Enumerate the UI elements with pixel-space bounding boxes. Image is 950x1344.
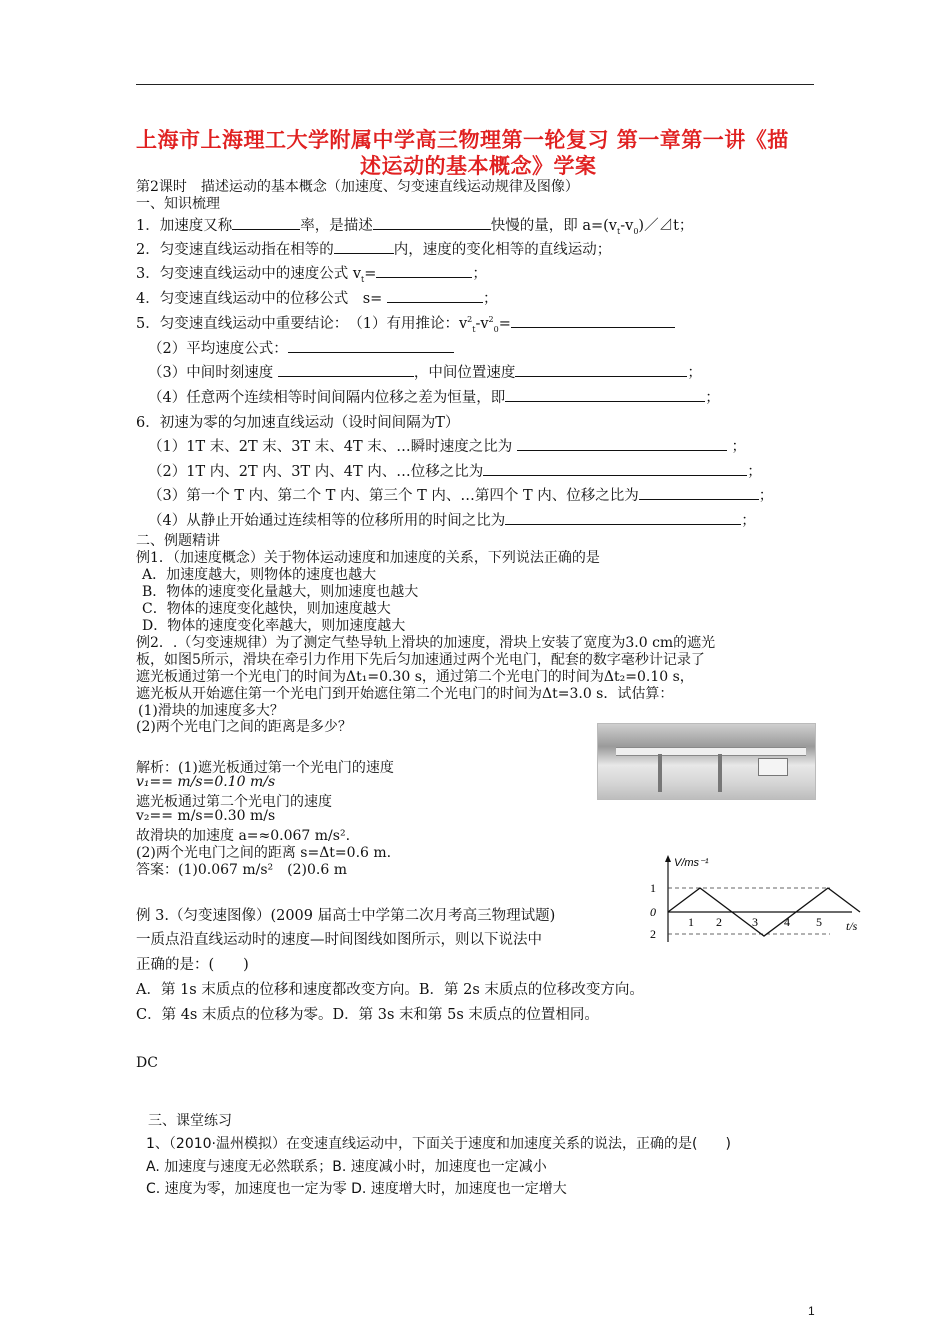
knowledge-6-3: （3）第一个 T 内、第二个 T 内、第三个 T 内、…第四个 T 内、位移之比为 ； <box>148 484 773 505</box>
example-2-line-1: 例2．.（匀变速规律）为了测定气垫导轨上滑块的加速度，滑块上安装了宽度为3.0 cm的遮光 <box>136 635 716 651</box>
k6-4-text: （4）从静止开始通过连续相等的位移所用的时间之比为 <box>148 513 506 529</box>
track-leg <box>718 754 722 792</box>
example-1-option-b: B．物体的速度变化量越大，则加速度也越大 <box>142 584 419 600</box>
example-1-option-d: D．物体的速度变化率越大，则加速度越大 <box>142 618 406 634</box>
timer-device <box>758 758 788 776</box>
k1-text-b: 率，是描述 <box>300 218 373 234</box>
blank <box>334 238 394 254</box>
section-3-heading: 三、课堂练习 <box>148 1113 232 1129</box>
blank <box>483 460 747 476</box>
k3-semicolon: ； <box>472 266 487 282</box>
knowledge-6-2: （2）1T 内、2T 内、3T 内、4T 内、…位移之比为 ； <box>148 460 762 481</box>
blank <box>505 386 705 402</box>
k5-text-c: = <box>498 316 511 332</box>
blank <box>288 337 454 353</box>
example-3-options-ab: A．第 1s 末质点的位移和速度都改变方向。B．第 2s 末质点的位移改变方向。 <box>136 982 644 998</box>
example-3-line-3: 正确的是：( ) <box>136 957 249 973</box>
section-2-heading: 二、例题精讲 <box>136 533 220 549</box>
example-3-line-2: 一质点沿直线运动时的速度—时间图线如图所示，则以下说法中 <box>136 932 542 948</box>
k3-text: 3．匀变速直线运动中的速度公式 v <box>136 266 362 282</box>
velocity-time-graph <box>640 852 870 948</box>
k6-3-text: （3）第一个 T 内、第二个 T 内、第三个 T 内、…第四个 T 内、位移之比为 <box>148 488 639 504</box>
k5-text-b: -v <box>475 316 489 332</box>
y-tick-2: 2 <box>650 927 656 941</box>
knowledge-6: 6．初速为零的匀加速直线运动（设时间间隔为T） <box>136 415 460 431</box>
knowledge-1: 1．加速度又称 率，是描述 快慢的量，即 $a=(v_t-v_0)/⊿t$； <box>136 214 693 236</box>
knowledge-2 <box>136 238 611 259</box>
example-3-answer: DC <box>136 1055 158 1071</box>
air-track-photo <box>597 723 816 800</box>
k1-text-a: 1．加速度又称 <box>136 218 233 234</box>
x-tick-1: 1 <box>688 915 694 929</box>
practice-1: 1、（2010·温州模拟）在变速直线运动中，下面关于速度和加速度关系的说法，正确的是( ) <box>146 1136 731 1152</box>
knowledge-5-2 <box>148 337 454 358</box>
solution-6: (2)两个光电门之间的距离 s=Δt=0.6 m. <box>136 845 392 861</box>
lesson-heading: 第2课时 描述运动的基本概念（加速度、匀变速直线运动规律及图像） <box>136 179 579 195</box>
knowledge-3: 3．匀变速直线运动中的速度公式 $v_t=$ ； <box>136 262 487 284</box>
k1-text-e: )／⊿t； <box>638 218 694 234</box>
blank <box>517 435 727 451</box>
k3-text-b: = <box>364 266 377 282</box>
solution-1: 解析：(1)遮光板通过第一个光电门的速度 <box>136 760 394 776</box>
x-tick-3: 3 <box>752 915 758 929</box>
y-axis-label: V/ms⁻¹ <box>674 857 709 869</box>
blank <box>515 361 687 377</box>
example-2-question-2: (2)两个光电门之间的距离是多少？ <box>136 719 352 735</box>
k1-text-c: 快慢的量，即 a=(v <box>490 218 617 234</box>
x-tick-4: 4 <box>784 915 790 929</box>
example-2-question-1: (1)滑块的加速度多大？ <box>138 703 284 719</box>
k5-2-text: （2）平均速度公式： <box>148 341 288 357</box>
example-2-line-4: 遮光板从开始遮住第一个光电门到开始遮住第二个光电门的时间为Δt=3.0 s．试估算： <box>136 686 674 702</box>
k1-text-d: -v <box>620 218 634 234</box>
solution-5: 故滑块的加速度 a=≈0.067 m/s². <box>136 828 351 844</box>
k5-3-text-b: ，中间位置速度 <box>413 365 516 381</box>
blank <box>373 214 491 230</box>
k6-2-text: （2）1T 内、2T 内、3T 内、4T 内、…位移之比为 <box>148 464 484 480</box>
k5-text: 5．匀变速直线运动中重要结论： （1）有用推论：v <box>136 316 468 332</box>
knowledge-4 <box>136 287 497 308</box>
example-1: 例1．（加速度概念）关于物体运动速度和加速度的关系，下列说法正确的是 <box>136 550 600 566</box>
y-axis-arrow <box>665 855 671 862</box>
solution-2: v₁== m/s=0.10 m/s <box>136 774 276 790</box>
k4-semicolon: ； <box>482 291 498 307</box>
practice-1-options-ab: A. 加速度与速度无必然联系；B. 速度减小时，加速度也一定减小 <box>146 1159 547 1175</box>
example-2-line-3: 遮光板通过第一个光电门的时间为Δt₁=0.30 s，通过第二个光电门的时间为Δt₂=0.10 s， <box>136 669 694 685</box>
x-tick-2: 2 <box>716 915 722 929</box>
k5-4-text: （4）任意两个连续相等时间间隔内位移之差为恒量，即 <box>148 390 506 406</box>
example-2-line-2: 板，如图5所示，滑块在牵引力作用下先后匀加速通过两个光电门，配套的数字毫秒计记录了 <box>136 652 705 668</box>
knowledge-6-1: （1）1T 末、2T 末、3T 末、4T 末、…瞬时速度之比为 ； <box>148 435 746 456</box>
section-1-heading: 一、知识梳理 <box>136 196 220 212</box>
k4-text: 4．匀变速直线运动中的位移公式 s= <box>136 291 383 307</box>
y-tick-1: 1 <box>650 881 656 895</box>
k2-text-b: 内，速度的变化相等的直线运动； <box>393 242 612 258</box>
solution-4: v₂== m/s=0.30 m/s <box>136 808 276 824</box>
x-axis-label: t/s <box>846 919 858 933</box>
example-3-options-cd: C．第 4s 末质点的位移为零。D．第 3s 末和第 5s 末质点的位置相同。 <box>136 1007 599 1023</box>
title-line-1: 上海市上海理工大学附属中学高三物理第一轮复习 第一章第一讲《描 <box>136 127 789 152</box>
blank <box>376 262 472 278</box>
track-leg <box>658 754 662 792</box>
k5-3-text-a: （3）中间时刻速度 <box>148 365 274 381</box>
k2-text-a: 2．匀变速直线运动指在相等的 <box>136 242 334 258</box>
blank <box>232 214 300 230</box>
page-number: 1 <box>808 1304 815 1318</box>
title-line-2: 述运动的基本概念》学案 <box>360 153 597 178</box>
knowledge-5: 5．匀变速直线运动中重要结论： （1）有用推论：$v^2_t-v^2_0=$ <box>136 312 675 334</box>
x-tick-5: 5 <box>816 915 822 929</box>
example-3-line-1: 例 3.（匀变速图像）(2009 届高士中学第二次月考高三物理试题) <box>136 908 556 924</box>
solution-3: 遮光板通过第二个光电门的速度 <box>136 794 332 810</box>
blank <box>505 509 741 525</box>
knowledge-6-4: （4）从静止开始通过连续相等的位移所用的时间之比为 ； <box>148 509 756 530</box>
blank <box>639 484 759 500</box>
blank <box>278 361 414 377</box>
header-rule <box>136 84 814 85</box>
air-track-rail <box>616 747 806 756</box>
answer-2: 答案：(1)0.067 m/s² (2)0.6 m <box>136 862 347 878</box>
example-1-option-a: A．加速度越大，则物体的速度也越大 <box>142 567 377 583</box>
blank <box>511 312 675 328</box>
blank <box>387 287 483 303</box>
k6-1-text: （1）1T 末、2T 末、3T 末、4T 末、…瞬时速度之比为 <box>148 439 513 455</box>
example-1-option-c: C．物体的速度变化越快，则加速度越大 <box>142 601 391 617</box>
y-tick-0: 0 <box>650 905 656 919</box>
knowledge-5-3: （3）中间时刻速度 ，中间位置速度 ； <box>148 361 702 382</box>
practice-1-options-cd: C. 速度为零，加速度也一定为零 D. 速度增大时，加速度也一定增大 <box>146 1181 567 1197</box>
knowledge-5-4: （4）任意两个连续相等时间间隔内位移之差为恒量，即 ； <box>148 386 720 407</box>
